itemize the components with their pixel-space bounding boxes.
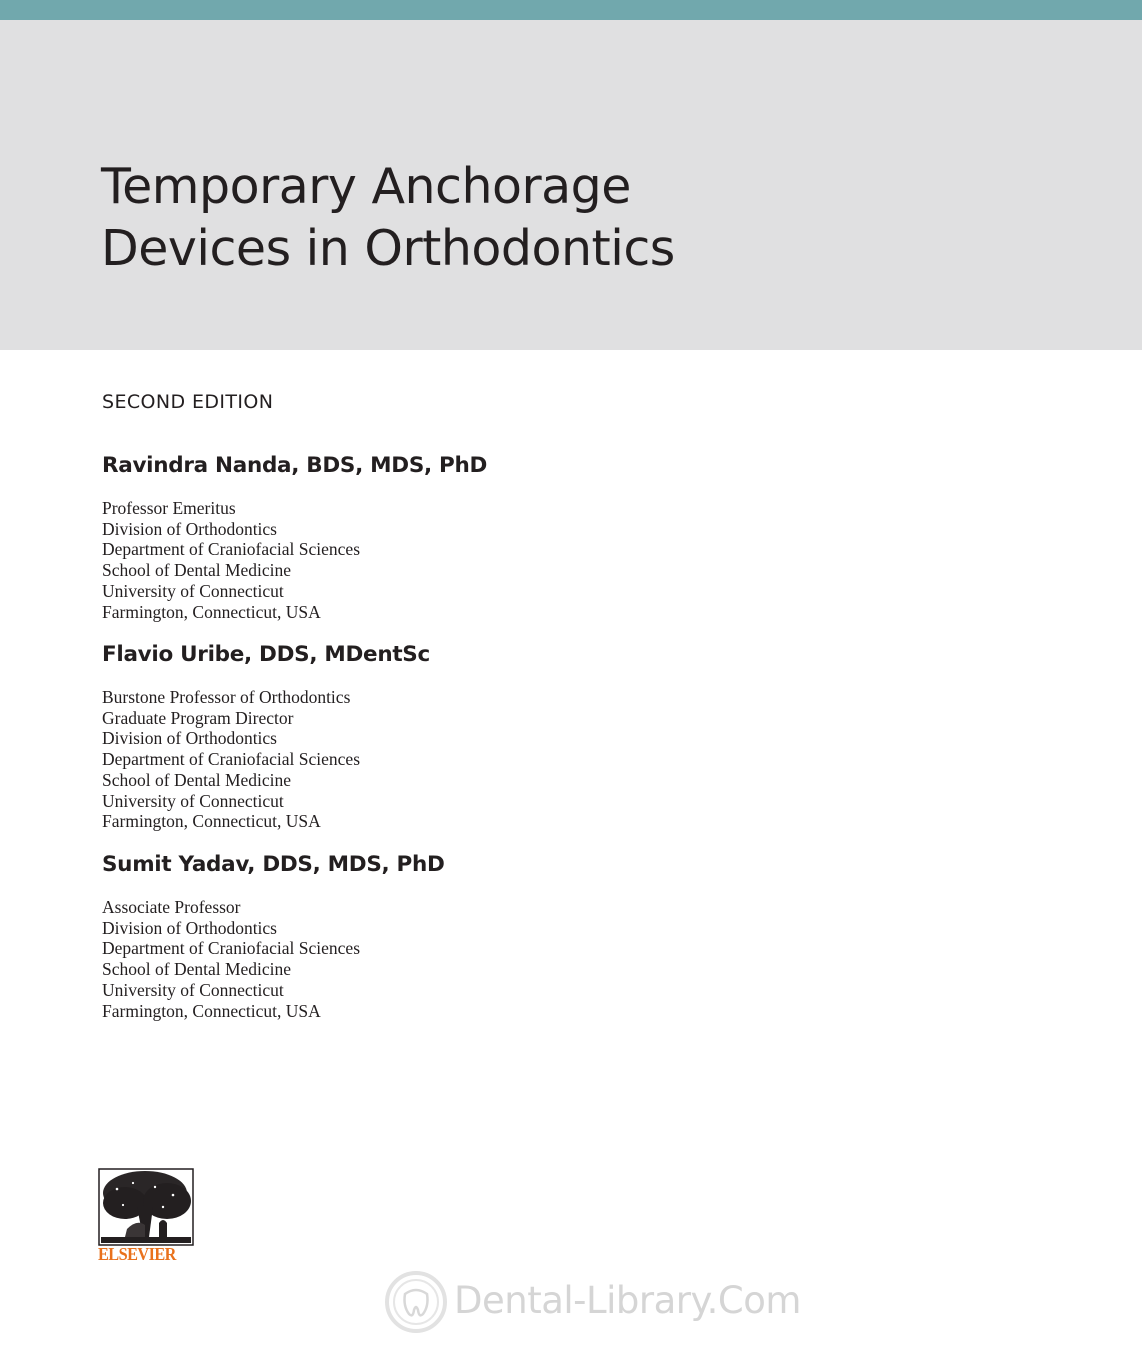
affiliation-line: Associate Professor xyxy=(102,897,241,917)
book-title-line-2: Devices in Orthodontics xyxy=(101,220,675,277)
affiliation-line: School of Dental Medicine xyxy=(102,959,292,980)
affiliation-line: Department of Craniofacial Sciences xyxy=(102,938,361,959)
affiliation-line: Department of Craniofacial Sciences xyxy=(102,539,361,560)
tooth-icon xyxy=(405,1290,428,1315)
author-block-3 xyxy=(102,851,445,1021)
affiliation-line: Division of Orthodontics xyxy=(102,728,277,749)
affiliation-line: Farmington, Connecticut, USA xyxy=(102,601,321,622)
affiliation-line: University of Connecticut xyxy=(102,979,284,1000)
book-title xyxy=(101,156,675,280)
affiliation-line: Farmington, Connecticut, USA xyxy=(102,811,321,832)
edition-label: SECOND EDITION xyxy=(102,391,274,413)
author-affiliation xyxy=(102,687,430,832)
author-block-2 xyxy=(102,641,430,832)
author-name: Flavio Uribe, DDS, MDentSc xyxy=(102,642,430,667)
author-affiliation xyxy=(102,897,445,1021)
affiliation-line: Department of Craniofacial Sciences xyxy=(102,749,361,770)
affiliation-line: School of Dental Medicine xyxy=(102,769,292,790)
affiliation-line: School of Dental Medicine xyxy=(102,560,292,581)
affiliation-line: Division of Orthodontics xyxy=(102,518,277,539)
affiliation-line: Division of Orthodontics xyxy=(102,917,277,938)
affiliation-line: Burstone Professor of Orthodontics xyxy=(102,687,351,707)
author-name: Sumit Yadav, DDS, MDS, PhD xyxy=(102,852,445,877)
author-affiliation xyxy=(102,498,487,622)
affiliation-line: Professor Emeritus xyxy=(102,498,236,518)
book-title-line-1: Temporary Anchorage xyxy=(101,158,631,215)
affiliation-line: Farmington, Connecticut, USA xyxy=(102,1000,321,1021)
affiliation-line: Graduate Program Director xyxy=(102,707,294,728)
affiliation-line: University of Connecticut xyxy=(102,580,284,601)
affiliation-line: University of Connecticut xyxy=(102,790,284,811)
publisher-name: ELSEVIER xyxy=(98,1244,176,1264)
author-name: Ravindra Nanda, BDS, MDS, PhD xyxy=(102,453,488,478)
author-block-1 xyxy=(102,452,487,622)
top-accent-bar xyxy=(0,0,1142,20)
watermark-text: Dental-Library.Com xyxy=(454,1279,801,1322)
